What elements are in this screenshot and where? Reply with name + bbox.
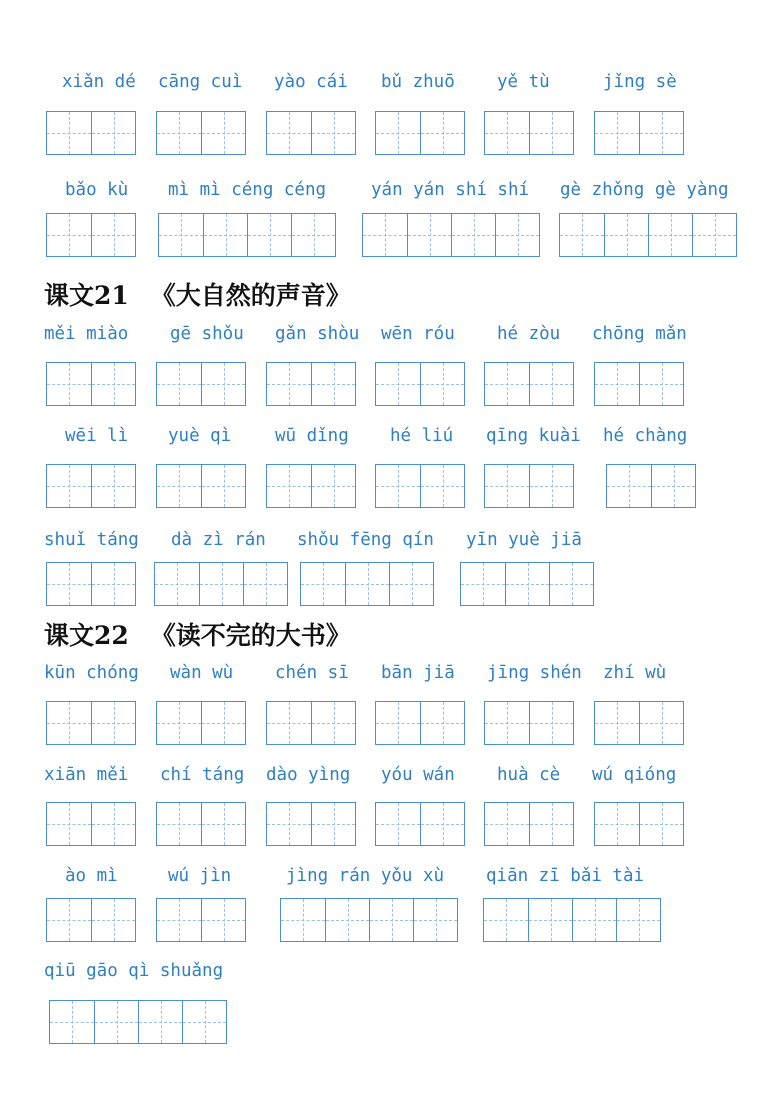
book-title: 《大自然的声音》 xyxy=(150,281,351,310)
pinyin-label: chén sī xyxy=(275,663,349,683)
pinyin-label: mì mì céng céng xyxy=(168,180,327,200)
pinyin-label: gē shǒu xyxy=(170,324,244,344)
writing-grid[interactable] xyxy=(156,362,246,406)
writing-grid[interactable] xyxy=(46,464,136,508)
pinyin-label: ào mì xyxy=(65,866,118,886)
pinyin-label: jǐng sè xyxy=(603,72,677,92)
writing-grid[interactable] xyxy=(460,562,594,606)
writing-grid[interactable] xyxy=(49,1000,227,1044)
writing-grid[interactable] xyxy=(46,802,136,846)
writing-grid[interactable] xyxy=(156,898,246,942)
writing-grid[interactable] xyxy=(362,213,540,257)
pinyin-label: dào yìng xyxy=(266,765,351,785)
pinyin-label: gè zhǒng gè yàng xyxy=(560,180,729,200)
writing-grid[interactable] xyxy=(266,464,356,508)
pinyin-label: huà cè xyxy=(497,765,561,785)
pinyin-label: xiǎn dé xyxy=(62,72,136,92)
writing-grid[interactable] xyxy=(46,898,136,942)
pinyin-label: měi miào xyxy=(44,324,129,344)
pinyin-label: qīng kuài xyxy=(486,426,581,446)
writing-grid[interactable] xyxy=(46,362,136,406)
pinyin-label: wēn róu xyxy=(381,324,455,344)
writing-grid[interactable] xyxy=(484,362,574,406)
pinyin-label: yào cái xyxy=(274,72,348,92)
lesson-number: 课文21 xyxy=(44,281,129,310)
pinyin-label: zhí wù xyxy=(603,663,667,683)
writing-grid[interactable] xyxy=(158,213,336,257)
writing-grid[interactable] xyxy=(266,701,356,745)
writing-grid[interactable] xyxy=(156,464,246,508)
pinyin-label: wú jìn xyxy=(168,866,232,886)
pinyin-label: wú qióng xyxy=(592,765,677,785)
pinyin-label: wàn wù xyxy=(170,663,234,683)
pinyin-label: qiān zī bǎi tài xyxy=(486,866,645,886)
pinyin-label: hé zòu xyxy=(497,324,561,344)
pinyin-label: bǔ zhuō xyxy=(381,72,455,92)
writing-grid[interactable] xyxy=(484,111,574,155)
writing-grid[interactable] xyxy=(375,111,465,155)
pinyin-label: yě tù xyxy=(497,72,550,92)
lesson-heading xyxy=(44,616,351,652)
writing-grid[interactable] xyxy=(156,701,246,745)
pinyin-label: dà zì rán xyxy=(171,530,266,550)
writing-grid[interactable] xyxy=(46,562,136,606)
writing-grid[interactable] xyxy=(559,213,737,257)
writing-grid[interactable] xyxy=(484,464,574,508)
writing-grid[interactable] xyxy=(156,111,246,155)
writing-grid[interactable] xyxy=(606,464,696,508)
pinyin-label: wū dǐng xyxy=(275,426,349,446)
writing-grid[interactable] xyxy=(375,701,465,745)
writing-grid[interactable] xyxy=(484,802,574,846)
writing-grid[interactable] xyxy=(375,802,465,846)
pinyin-label: bān jiā xyxy=(381,663,455,683)
pinyin-label: bǎo kù xyxy=(65,180,129,200)
lesson-heading xyxy=(44,276,351,312)
writing-grid[interactable] xyxy=(484,701,574,745)
writing-grid[interactable] xyxy=(594,362,684,406)
writing-grid[interactable] xyxy=(594,802,684,846)
writing-grid[interactable] xyxy=(154,562,288,606)
writing-grid[interactable] xyxy=(266,802,356,846)
pinyin-label: wēi lì xyxy=(65,426,129,446)
pinyin-label: yóu wán xyxy=(381,765,455,785)
pinyin-label: shǒu fēng qín xyxy=(297,530,434,550)
pinyin-label: qiū gāo qì shuǎng xyxy=(44,961,224,981)
writing-grid[interactable] xyxy=(594,111,684,155)
pinyin-label: jìng rán yǒu xù xyxy=(286,866,445,886)
pinyin-label: gǎn shòu xyxy=(275,324,360,344)
writing-grid[interactable] xyxy=(300,562,434,606)
pinyin-label: hé liú xyxy=(390,426,454,446)
book-title: 《读不完的大书》 xyxy=(150,621,351,650)
writing-grid[interactable] xyxy=(46,213,136,257)
pinyin-label: chí táng xyxy=(160,765,245,785)
pinyin-label: hé chàng xyxy=(603,426,688,446)
writing-grid[interactable] xyxy=(156,802,246,846)
pinyin-label: yán yán shí shí xyxy=(371,180,530,200)
writing-grid[interactable] xyxy=(280,898,458,942)
writing-grid[interactable] xyxy=(375,464,465,508)
pinyin-label: shuǐ táng xyxy=(44,530,139,550)
pinyin-label: xiān měi xyxy=(44,765,129,785)
writing-grid[interactable] xyxy=(375,362,465,406)
writing-grid[interactable] xyxy=(483,898,661,942)
writing-grid[interactable] xyxy=(266,362,356,406)
pinyin-label: yīn yuè jiā xyxy=(466,530,582,550)
writing-grid[interactable] xyxy=(46,701,136,745)
pinyin-label: chōng mǎn xyxy=(592,324,687,344)
writing-grid[interactable] xyxy=(46,111,136,155)
lesson-number: 课文22 xyxy=(44,621,129,650)
writing-grid[interactable] xyxy=(266,111,356,155)
pinyin-label: kūn chóng xyxy=(44,663,139,683)
pinyin-label: yuè qì xyxy=(168,426,232,446)
writing-grid[interactable] xyxy=(594,701,684,745)
pinyin-label: jīng shén xyxy=(487,663,582,683)
pinyin-label: cāng cuì xyxy=(158,72,243,92)
